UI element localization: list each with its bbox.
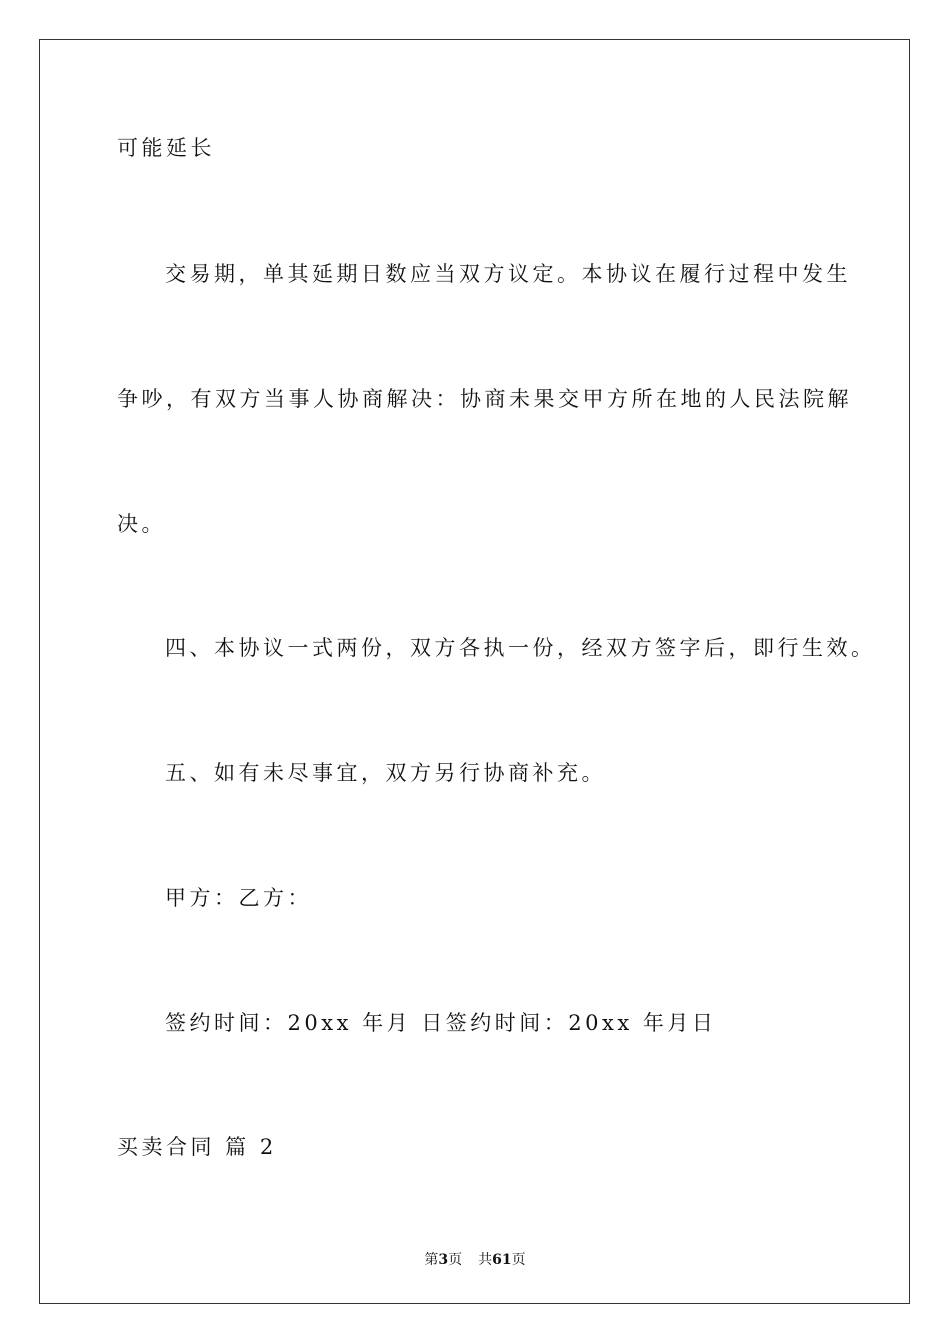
footer-total-prefix: 共 bbox=[478, 1252, 493, 1268]
footer-total-suffix: 页 bbox=[511, 1252, 526, 1268]
paragraph-line-3: 争吵，有双方当事人协商解决：协商未果交甲方所在地的人民法院解 bbox=[117, 387, 852, 411]
page-footer bbox=[0, 1249, 950, 1269]
footer-page-prefix: 第 bbox=[424, 1252, 439, 1268]
footer-total-number: 61 bbox=[492, 1252, 512, 1268]
clause-five: 五、如有未尽事宜，双方另行协商补充。 bbox=[165, 761, 606, 785]
section-heading: 买卖合同 篇 2 bbox=[117, 1135, 277, 1159]
page-border bbox=[39, 39, 910, 1304]
clause-four: 四、本协议一式两份，双方各执一份，经双方签字后，即行生效。 bbox=[165, 636, 876, 660]
signing-date: 签约时间：20xx 年月 日签约时间：20xx 年月日 bbox=[165, 1011, 717, 1035]
footer-page-number: 3 bbox=[438, 1252, 449, 1268]
paragraph-line-4: 决。 bbox=[117, 512, 166, 536]
footer-page-suffix: 页 bbox=[448, 1252, 463, 1268]
paragraph-line-2: 交易期，单其延期日数应当双方议定。本协议在履行过程中发生 bbox=[165, 262, 851, 286]
party-signatures: 甲方：乙方： bbox=[165, 886, 312, 910]
paragraph-line-1: 可能延长 bbox=[117, 136, 215, 160]
